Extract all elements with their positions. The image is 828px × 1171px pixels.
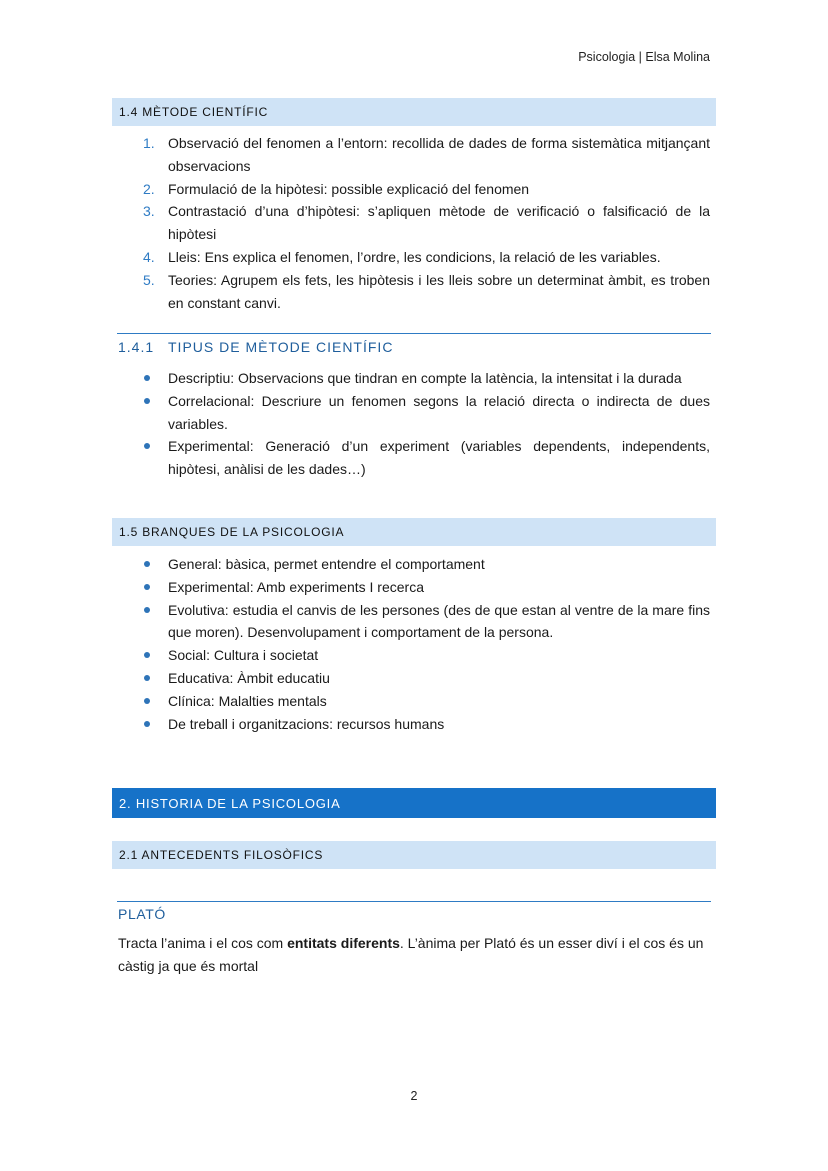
list-item-text: Observació del fenomen a l’entorn: recollida de dades de forma sistemàtica mitjançant observacions <box>168 135 710 174</box>
bullet-icon <box>144 698 150 704</box>
list-number: 2. <box>143 180 155 197</box>
bullet-icon <box>144 398 150 404</box>
list-item <box>118 178 710 201</box>
section-title: 1.4 MÈTODE CIENTÍFIC <box>119 105 269 119</box>
list-number: 1. <box>143 135 155 151</box>
list-item-text: Lleis: Ens explica el fenomen, l’ordre, les condicions, la relació de les variables. <box>168 248 661 265</box>
list-item <box>118 269 710 315</box>
list-item <box>118 644 710 667</box>
method-types-list <box>118 367 710 481</box>
list-item <box>118 367 710 390</box>
subsection-title: TIPUS DE MÈTODE CIENTÍFIC <box>168 339 394 355</box>
list-number: 3. <box>143 203 155 220</box>
scientific-method-steps <box>118 132 710 314</box>
list-item-text: Social: Cultura i societat <box>168 647 319 664</box>
subsection-number: 1.4.1 <box>118 339 155 355</box>
list-item <box>118 435 710 481</box>
list-item-text: Descriptiu: Observacions que tindran en compte la latència, la intensitat i la durada <box>168 370 682 386</box>
chapter-heading-2 <box>112 788 716 818</box>
list-item <box>118 246 710 269</box>
list-item-text: Evolutiva: estudia el canvis de les persones (des de que estan al ventre de la mare fins que moren). Desenvolupament i comportament de la persona. <box>168 601 710 641</box>
list-item <box>118 553 710 576</box>
list-item <box>118 713 710 736</box>
section-heading-1-5 <box>112 518 716 546</box>
bullet-icon <box>144 375 150 381</box>
chapter-title: 2. HISTORIA DE LA PSICOLOGIA <box>119 795 341 811</box>
section-heading-2-1 <box>112 841 716 869</box>
psychology-branches-list <box>118 553 710 735</box>
list-number: 4. <box>143 248 155 265</box>
list-item-text: Educativa: Àmbit educatiu <box>168 669 330 686</box>
plato-heading: PLATÓ <box>118 906 166 922</box>
list-item <box>118 132 710 178</box>
list-item-text: De treball i organitzacions: recursos humans <box>168 715 445 732</box>
list-item <box>118 690 710 713</box>
list-item-text: Contrastació d’una d’hipòtesi: s’apliquen mètode de verificació o falsificació de la hipòtesi <box>168 203 710 243</box>
list-item-text: General: bàsica, permet entendre el comportament <box>168 556 485 572</box>
list-item <box>118 390 710 436</box>
paragraph-text: . L’ànima per Plató és un esser diví i el cos és un càstig ja que és mortal <box>118 935 704 974</box>
bullet-icon <box>144 652 150 658</box>
plato-paragraph <box>118 932 710 978</box>
list-item <box>118 200 710 246</box>
list-item-text: Experimental: Generació d’un experiment (variables dependents, independents, hipòtesi, anàlisi de les dades…) <box>168 438 710 478</box>
page-number: 2 <box>410 1089 418 1103</box>
paragraph-emphasis: entitats diferents <box>287 935 400 951</box>
list-item-text: Formulació de la hipòtesi: possible explicació del fenomen <box>168 180 530 197</box>
bullet-icon <box>144 607 150 613</box>
section-title: 2.1 ANTECEDENTS FILOSÒFICS <box>119 848 324 862</box>
bullet-icon <box>144 584 150 590</box>
paragraph-text: Tracta l’anima i el cos com <box>118 935 288 951</box>
list-number: 5. <box>143 271 155 288</box>
section-divider <box>117 333 711 334</box>
page-header: Psicologia | Elsa Molina <box>578 50 710 64</box>
section-heading-1-4 <box>112 98 716 126</box>
section-title: 1.5 BRANQUES DE LA PSICOLOGIA <box>119 525 345 539</box>
list-item <box>118 576 710 599</box>
list-item-text: Correlacional: Descriure un fenomen segons la relació directa o indirecta de dues variables. <box>168 392 710 432</box>
list-item-text: Teories: Agrupem els fets, les hipòtesis i les lleis sobre un determinat àmbit, es troben en constant canvi. <box>168 271 710 311</box>
bullet-icon <box>144 721 150 727</box>
list-item-text: Experimental: Amb experiments I recerca <box>168 578 424 595</box>
list-item <box>118 667 710 690</box>
section-divider <box>117 901 711 902</box>
bullet-icon <box>144 443 150 449</box>
list-item <box>118 599 710 645</box>
list-item-text: Clínica: Malalties mentals <box>168 692 327 709</box>
subsection-heading-1-4-1 <box>118 339 393 355</box>
bullet-icon <box>144 675 150 681</box>
bullet-icon <box>144 561 150 567</box>
